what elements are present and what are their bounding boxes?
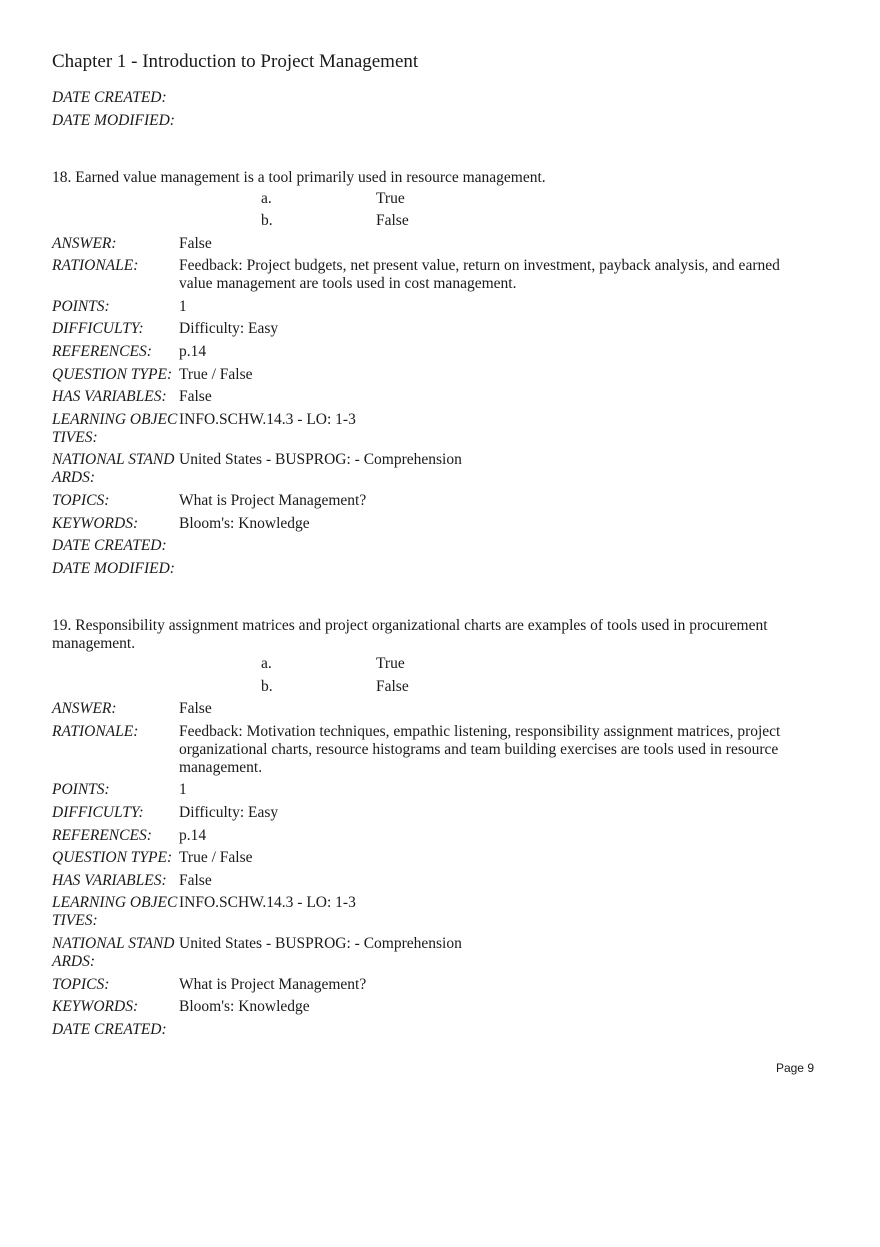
field-label: QUESTION TYPE: (52, 365, 173, 383)
rationale-value: Feedback: Motivation techniques, empathic listening, responsibility assignment matrices, project organizational charts, resource histograms and team building exercises are tools used in resource management. (179, 722, 781, 776)
date-created-row (52, 537, 792, 555)
field-label: POINTS: (52, 781, 110, 799)
date-created-row (52, 1021, 792, 1039)
field-label: RATIONALE: (52, 257, 139, 275)
references-row (52, 343, 792, 361)
field-label: TOPICS: (52, 975, 110, 993)
rationale-row (52, 257, 792, 293)
question-18 (52, 169, 792, 582)
keywords-value: Bloom's: Knowledge (179, 998, 310, 1016)
question-19 (52, 617, 792, 1043)
question-text: 18. Earned value management is a tool primarily used in resource management. (52, 169, 546, 186)
field-label: DATE MODIFIED: (52, 111, 175, 129)
national-standards-value: United States - BUSPROG: - Comprehension (179, 451, 462, 469)
points-value: 1 (179, 781, 187, 799)
question-type-row (52, 849, 792, 867)
field-label: DATE MODIFIED: (52, 559, 175, 577)
has-variables-value: False (179, 388, 212, 406)
references-value: p.14 (179, 343, 207, 361)
topics-value: What is Project Management? (179, 975, 367, 993)
meta-row-date-created (52, 89, 799, 107)
rationale-row (52, 723, 792, 777)
field-label: TOPICS: (52, 492, 110, 510)
learning-objectives-row (52, 411, 792, 447)
references-row (52, 827, 792, 845)
field-label: DIFFICULTY: (52, 320, 144, 338)
question-type-value: True / False (179, 849, 253, 867)
question-type-row (52, 366, 792, 384)
option-a (52, 655, 792, 673)
points-value: 1 (179, 297, 187, 315)
question-type-value: True / False (179, 365, 253, 383)
field-label: ANSWER: (52, 234, 117, 252)
chapter-title: Chapter 1 - Introduction to Project Management (52, 51, 419, 72)
field-label: HAS VARIABLES: (52, 871, 167, 889)
field-label: LEARNING OBJECTIVES: (52, 410, 178, 446)
field-label: HAS VARIABLES: (52, 388, 167, 406)
option-letter: b. (261, 212, 273, 230)
date-modified-row (52, 560, 792, 578)
field-label: LEARNING OBJECTIVES: (52, 894, 178, 930)
option-b (52, 678, 792, 696)
field-label: RATIONALE: (52, 722, 139, 740)
points-row (52, 298, 792, 316)
learning-objectives-value: INFO.SCHW.14.3 - LO: 1-3 (179, 410, 356, 428)
difficulty-row (52, 320, 792, 338)
keywords-value: Bloom's: Knowledge (179, 514, 310, 532)
field-label: NATIONAL STANDARDS: (52, 451, 175, 487)
has-variables-value: False (179, 871, 212, 889)
national-standards-row (52, 935, 792, 971)
difficulty-row (52, 804, 792, 822)
field-label: NATIONAL STANDARDS: (52, 934, 175, 970)
national-standards-value: United States - BUSPROG: - Comprehension (179, 934, 462, 952)
field-label: REFERENCES: (52, 343, 152, 361)
option-text: True (376, 655, 405, 672)
option-letter: b. (261, 677, 273, 695)
answer-row (52, 235, 792, 253)
date-created-value (179, 1021, 792, 1039)
field-label: KEYWORDS: (52, 998, 139, 1016)
field-label: DATE CREATED: (52, 1020, 167, 1038)
field-label: KEYWORDS: (52, 514, 139, 532)
page-number: Page 9 (775, 1061, 814, 1075)
has-variables-row (52, 872, 792, 890)
field-label: DATE CREATED: (52, 537, 167, 555)
field-label: POINTS: (52, 297, 110, 315)
topics-row (52, 976, 792, 994)
option-text: True (376, 189, 405, 207)
option-text: False (376, 677, 409, 695)
has-variables-row (52, 388, 792, 406)
difficulty-value: Difficulty: Easy (179, 320, 279, 338)
answer-row (52, 700, 792, 718)
field-label: DATE CREATED: (52, 89, 167, 106)
learning-objectives-value: INFO.SCHW.14.3 - LO: 1-3 (179, 894, 356, 912)
topics-value: What is Project Management? (179, 492, 367, 510)
option-letter: a. (261, 655, 272, 672)
top-meta-block (52, 89, 799, 134)
topics-row (52, 492, 792, 510)
question-text: 19. Responsibility assignment matrices and project organizational charts are examples of tools used in procurement management. (52, 617, 768, 652)
option-text: False (376, 212, 409, 230)
date-created-value (179, 537, 792, 555)
field-label: QUESTION TYPE: (52, 849, 173, 867)
national-standards-row (52, 451, 792, 487)
field-label: REFERENCES: (52, 826, 152, 844)
meta-row-date-modified (52, 112, 799, 130)
points-row (52, 781, 792, 799)
answer-value: False (179, 234, 212, 252)
field-label: DIFFICULTY: (52, 803, 144, 821)
keywords-row (52, 998, 792, 1016)
answer-value: False (179, 700, 212, 718)
references-value: p.14 (179, 826, 207, 844)
field-label: ANSWER: (52, 700, 117, 718)
date-modified-value (179, 560, 792, 578)
learning-objectives-row (52, 894, 792, 930)
difficulty-value: Difficulty: Easy (179, 803, 279, 821)
keywords-row (52, 515, 792, 533)
option-letter: a. (261, 189, 272, 207)
option-b (52, 212, 792, 230)
rationale-value: Feedback: Project budgets, net present value, return on investment, payback analysis, and earned value management are tools used in cost management. (179, 257, 780, 293)
option-a (52, 190, 792, 208)
